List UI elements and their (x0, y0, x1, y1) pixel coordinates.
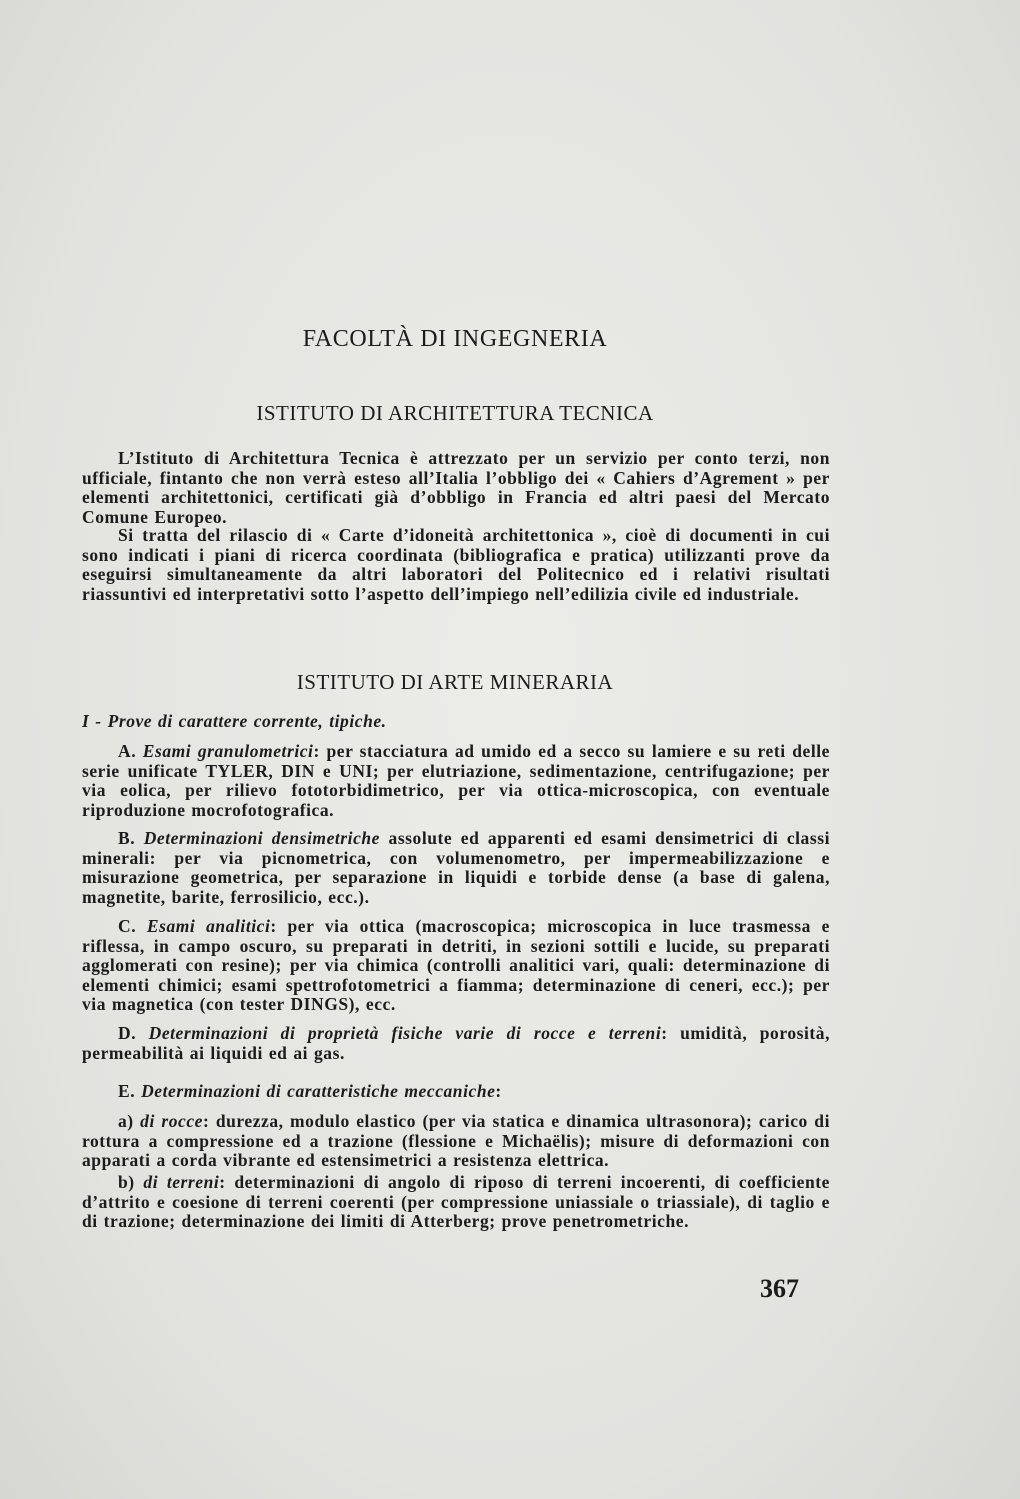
section-title-mineraria: ISTITUTO DI ARTE MINERARIA (296, 670, 614, 694)
item-text: assolute ed apparenti ed esami densimetrici di classi minerali: per via picnometrica, con volumenometro, per impermeabilizzazione e misurazione geometrica, per separazione in liquidi e torbide dense (a base di galena, magnetite, barite, ferrosilicio, ecc.). (82, 828, 830, 907)
item-term: Determinazioni densimetriche (143, 828, 380, 848)
faculty-title: FACOLTÀ DI INGEGNERIA (302, 326, 608, 352)
item-label: A. (118, 741, 137, 761)
item-term: Esami analitici (146, 916, 271, 936)
item-label: a) (118, 1111, 134, 1131)
item-e-a (82, 1112, 830, 1171)
item-c (82, 917, 830, 1015)
paragraph: Si tratta del rilascio di « Carte d’idoneità architettonica », cioè di documenti in cui sono indicati i piani di ricerca coordinata (bibliografica e pratica) utilizzanti prove da eseguirsi simultaneamente da altri laboratori del Politecnico ed i relativi risultati riassuntivi ed interpretativi sotto l’aspetto dell’impiego nell’edilizia civile ed industriale. (82, 525, 830, 604)
section-title-architettura: ISTITUTO DI ARCHITETTURA TECNICA (256, 401, 654, 425)
item-label: B. (118, 828, 136, 848)
item-b (82, 829, 830, 907)
paragraph: L’Istituto di Architettura Tecnica è attrezzato per un servizio per conto terzi, non ufficiale, fintanto che non verrà esteso all’Italia l’obbligo dei « Cahiers d’Agrement » per elementi architettonici, certificati già d’obbligo in Francia ed altri paesi del Mercato Comune Europeo. (82, 448, 830, 527)
subheading-text: I - Prove di carattere corrente, tipiche. (82, 711, 387, 731)
item-text: : durezza, modulo elastico (per via statica e dinamica ultrasonora); carico di rottura a compressione ed a trazione (flessione e Michaëlis); misure di deformazioni con apparati a corda vibrante ed estensimetrici a resistenza elettrica. (82, 1111, 831, 1171)
item-text: : per stacciatura ad umido ed a secco su lamiere e su reti delle serie unificate TYLER, DIN e UNI; per elutriazione, sedimentazione, centrifugazione; per via eolica, per rilievo fototorbidimetrico, per via ottica-microscopica, con eventuale riproduzione mocrofotografica. (82, 741, 830, 820)
item-e (82, 1082, 830, 1102)
item-term: di rocce (140, 1111, 203, 1131)
item-text: : (495, 1081, 502, 1101)
item-label: D. (118, 1023, 137, 1043)
subheading (82, 712, 830, 732)
page-number: 367 (760, 1274, 799, 1303)
item-text: : umidità, porosità, permeabilità ai liquidi ed ai gas. (82, 1023, 831, 1063)
item-label: C. (118, 916, 137, 936)
item-term: Determinazioni di proprietà fisiche varie di rocce e terreni (148, 1023, 662, 1043)
item-term: di terreni (143, 1172, 220, 1192)
item-text: : determinazioni di angolo di riposo di terreni incoerenti, di coefficiente d’attrito e coesione di terreni coerenti (per compressione uniassiale o triassiale), di taglio e di trazione; determinazione dei limiti di Atterberg; prove penetrometriche. (82, 1172, 830, 1232)
item-a (82, 742, 830, 820)
item-label: b) (118, 1172, 135, 1192)
item-d (82, 1024, 830, 1063)
item-e-b (82, 1173, 830, 1232)
item-term: Esami granulometrici (142, 741, 314, 761)
item-term: Determinazioni di caratteristiche meccaniche (141, 1081, 496, 1101)
item-label: E. (118, 1081, 136, 1101)
item-text: : per via ottica (macroscopica; microscopica in luce trasmessa e riflessa, in campo oscuro, su preparati in detriti, in sezioni sottili e lucide, su preparati agglomerati con resine); per via chimica (controlli analitici vari, quali: determinazione di elementi chimici; esami spettrofotometrici a fiamma; determinazione di ceneri, ecc.); per via magnetica (con tester DINGS), ecc. (82, 916, 830, 1015)
